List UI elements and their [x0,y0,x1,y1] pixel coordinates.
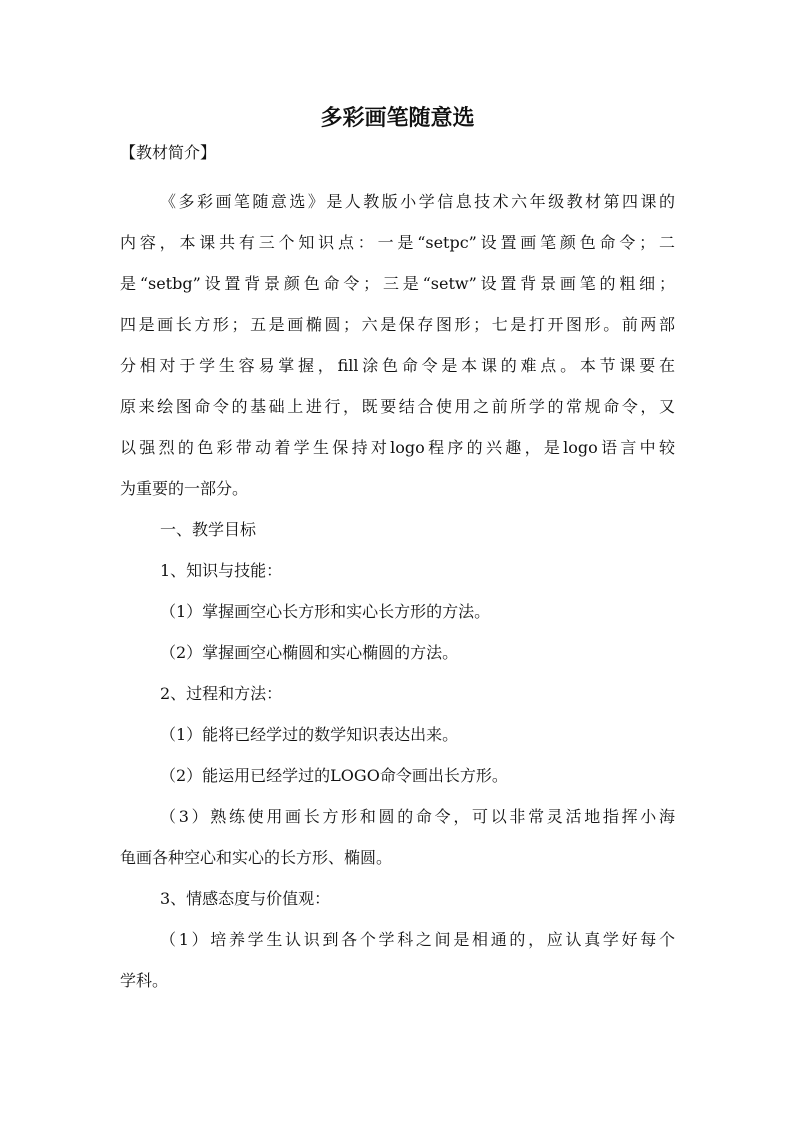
process-item: （1）能将已经学过的数学知识表达出来。 [160,725,459,744]
intro-line: 分相对于学生容易掌握，fill涂色命令是本课的难点。本节课要在 [120,356,675,375]
goals-heading: 一、教学目标 [160,520,257,539]
process-item-line: 龟画各种空心和实心的长方形、椭圆。 [120,848,393,867]
intro-line: 四是画长方形；五是画椭圆；六是保存图形；七是打开图形。前两部 [120,315,675,334]
intro-paragraph [120,181,675,509]
intro-line: 为重要的一部分。 [120,479,249,498]
process-item: （2）能运用已经学过的LOGO命令画出长方形。 [160,766,508,785]
process-heading: 2、过程和方法： [160,684,283,703]
document-page [120,96,675,1001]
process-item-line: （3）熟练使用画长方形和圆的命令，可以非常灵活地指挥小海 [160,807,675,826]
intro-line: 以强烈的色彩带动着学生保持对logo程序的兴趣，是logo语言中较 [120,438,675,457]
intro-line: 是“setbg”设置背景颜色命令；三是“setw”设置背景画笔的粗细； [120,274,675,293]
intro-heading: 【教材简介】 [120,143,217,162]
intro-line: 原来绘图命令的基础上进行，既要结合使用之前所学的常规命令，又 [120,397,675,416]
intro-line: 《多彩画笔随意选》是人教版小学信息技术六年级教材第四课的 [160,192,675,211]
attitude-item-line: （1）培养学生认识到各个学科之间是相通的，应认真学好每个 [160,930,675,949]
knowledge-item: （2）掌握画空心椭圆和实心椭圆的方法。 [160,643,459,662]
attitude-heading: 3、情感态度与价值观： [160,889,331,908]
knowledge-item: （1）掌握画空心长方形和实心长方形的方法。 [160,602,491,621]
attitude-item-line: 学科。 [120,971,169,990]
document-title: 多彩画笔随意选 [320,105,475,131]
knowledge-heading: 1、知识与技能： [160,561,283,580]
intro-line: 内容，本课共有三个知识点：一是“setpc”设置画笔颜色命令；二 [120,233,675,252]
